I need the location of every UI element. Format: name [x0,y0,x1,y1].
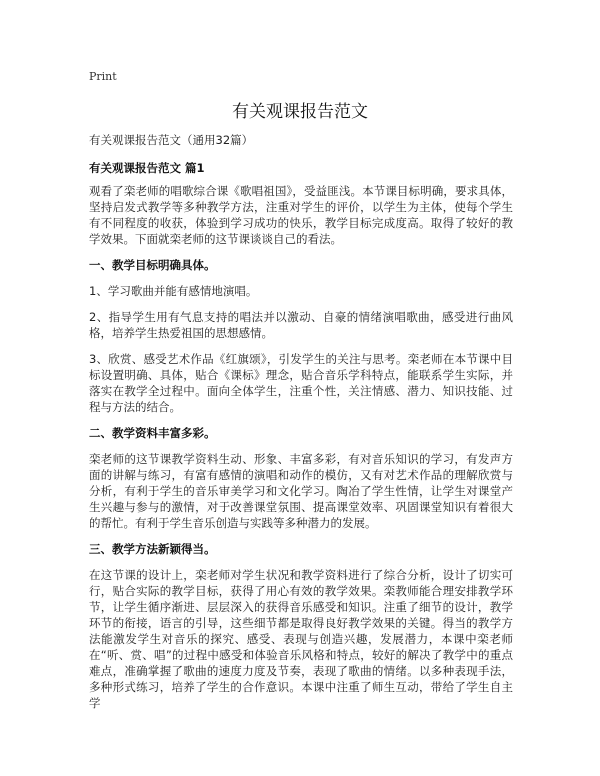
heading-materials: 二、教学资料丰富多彩。 [89,426,216,440]
materials-paragraph: 栾老师的这节课教学资料生动、形象、丰富多彩，有对音乐知识的学习，有发声方面的讲解与练习，有富有感情的演唱和动作的模仿，又有对艺术作品的理解欣赏与分析，有利于学生的音乐审美学习和文化学习。陶冶了学生性情，让学生对课堂产生兴趣与参与的激情，对于改善课堂氛围、提高课堂效率、巩固课堂知识有着很大的帮忙。有利于学生音乐创造与实践等多种潜力的发展。 [89,452,513,530]
intro-paragraph: 观看了栾老师的唱歌综合课《歌唱祖国》，受益匪浅。本节课目标明确，要求具体，坚持启发式教学等多种教学方法，注重对学生的评价，以学生为主体，使每个学生有不同程度的收获，体验到学习成功的快乐，教学目标完成度高。取得了较好的教学效果。下面就栾老师的这节课谈谈自己的看法。 [89,184,513,246]
document-subtitle: 有关观课报告范文（通用32篇） [89,133,254,147]
print-label: Print [89,70,117,83]
heading-methods: 三、教学方法新颖得当。 [89,542,216,556]
methods-paragraph: 在这节课的设计上，栾老师对学生状况和教学资料进行了综合分析，设计了切实可行，贴合实际的教学目标，获得了用心有效的教学效果。栾教师能合理安排教学环节，让学生循序渐进、层层深入的获得音乐感受和知识。注重了细节的设计，教学环节的衔接，语言的引导，这些细节都是取得良好教学效果的关键。得当的教学方法能激发学生对音乐的探究、感受、表现与创造兴趣，发展潜力，本课中栾老师在“听、赏、唱”的过程中感受和体验音乐风格和特点，较好的解决了教学中的重点难点，准确掌握了歌曲的速度力度及节奏，表现了歌曲的情绪。以多种表现手法，多种形式练习，培养了学生的合作意识。本课中注重了师生互动，带给了学生自主学 [89,568,513,710]
objective-item-1: 1、学习歌曲并能有感情地演唱。 [89,284,258,298]
section-heading: 有关观课报告范文 篇1 [89,161,205,175]
document-title: 有关观课报告范文 [232,102,368,122]
objective-item-3: 3、欣赏、感受艺术作品《红旗颂》，引发学生的关注与思考。栾老师在本节课中目标设置明确、具体，贴合《课标》理念，贴合音乐学科特点，能联系学生实际，并落实在教学全过程中。面向全体学生，注重个性，关注情感、潜力、知识技能、过程与方法的结合。 [89,352,513,414]
document-body [89,132,513,721]
heading-objectives: 一、教学目标明确具体。 [89,258,216,272]
objective-item-2: 2、指导学生用有气息支持的唱法并以激动、自豪的情绪演唱歌曲，感受进行曲风格，培养学生热爱祖国的思想感情。 [89,310,513,340]
